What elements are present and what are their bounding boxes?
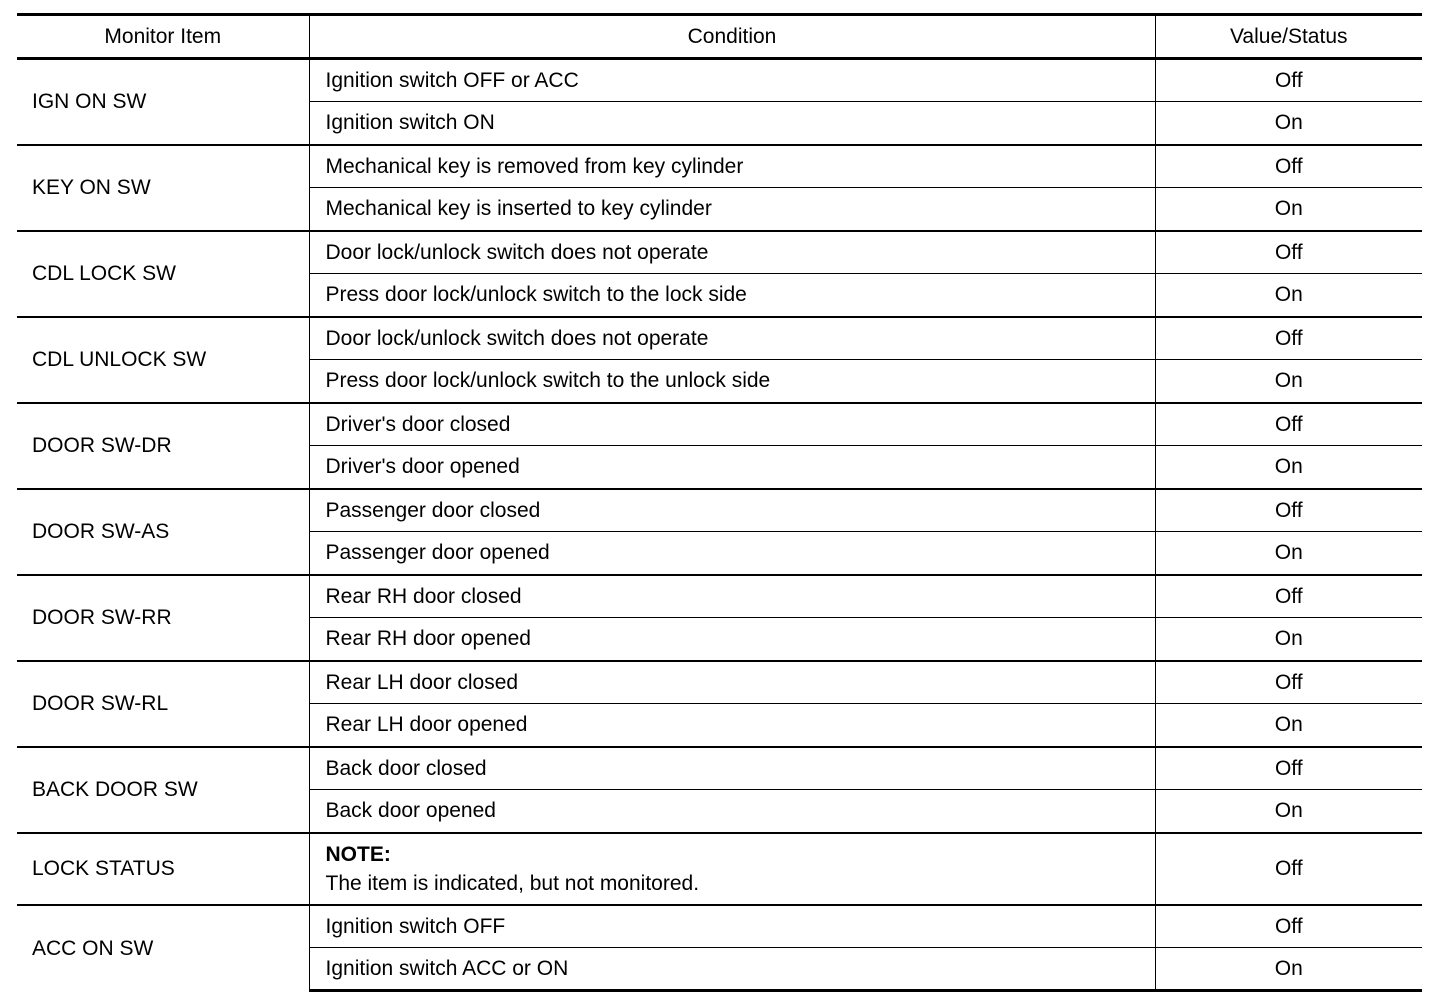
value-status-cell: Off [1155,747,1422,790]
monitor-item-cell: KEY ON SW [17,145,309,231]
condition-cell: Ignition switch ON [309,102,1155,145]
table-row [17,489,1422,532]
table-row [17,317,1422,360]
value-status-cell: On [1155,102,1422,145]
table-row [17,403,1422,446]
monitor-item-cell: LOCK STATUS [17,833,309,905]
table-body [17,59,1422,991]
condition-cell: Ignition switch ACC or ON [309,948,1155,991]
table-row [17,231,1422,274]
monitor-item-cell: ACC ON SW [17,905,309,991]
monitor-item-cell: CDL LOCK SW [17,231,309,317]
condition-cell: Rear LH door closed [309,661,1155,704]
value-status-cell: On [1155,948,1422,991]
condition-cell: Door lock/unlock switch does not operate [309,317,1155,360]
condition-cell: Ignition switch OFF [309,905,1155,948]
note-title: NOTE: [325,842,391,866]
value-status-cell: Off [1155,145,1422,188]
table-row [17,59,1422,102]
header-value-status: Value/Status [1155,15,1422,59]
condition-cell: Ignition switch OFF or ACC [309,59,1155,102]
table-row [17,833,1422,905]
monitor-item-cell: CDL UNLOCK SW [17,317,309,403]
value-status-cell: On [1155,188,1422,231]
value-status-cell: On [1155,790,1422,833]
table-row [17,905,1422,948]
header-monitor-item: Monitor Item [17,15,309,59]
value-status-cell: Off [1155,231,1422,274]
value-status-cell: On [1155,618,1422,661]
value-status-cell: Off [1155,59,1422,102]
value-status-cell: On [1155,360,1422,403]
condition-cell: Passenger door closed [309,489,1155,532]
table-header [17,15,1422,59]
condition-cell: Back door closed [309,747,1155,790]
value-status-cell: Off [1155,575,1422,618]
condition-cell: Mechanical key is inserted to key cylinder [309,188,1155,231]
condition-cell: Rear RH door closed [309,575,1155,618]
value-status-cell: Off [1155,317,1422,360]
value-status-cell: On [1155,446,1422,489]
note-text: The item is indicated, but not monitored. [325,871,700,895]
condition-cell: Passenger door opened [309,532,1155,575]
condition-cell: Press door lock/unlock switch to the lock side [309,274,1155,317]
value-status-cell: On [1155,532,1422,575]
table-row [17,575,1422,618]
value-status-cell: On [1155,274,1422,317]
condition-note-cell [309,833,1155,905]
table-row [17,145,1422,188]
value-status-cell: Off [1155,661,1422,704]
value-status-cell: Off [1155,905,1422,948]
value-status-cell: Off [1155,833,1422,905]
monitor-item-cell: DOOR SW-RL [17,661,309,747]
monitor-item-table [17,13,1422,992]
table-row [17,661,1422,704]
condition-cell: Rear LH door opened [309,704,1155,747]
monitor-item-cell: DOOR SW-DR [17,403,309,489]
condition-cell: Press door lock/unlock switch to the unlock side [309,360,1155,403]
condition-cell: Rear RH door opened [309,618,1155,661]
condition-cell: Driver's door closed [309,403,1155,446]
monitor-item-cell: DOOR SW-RR [17,575,309,661]
header-row [17,15,1422,59]
table-row [17,747,1422,790]
value-status-cell: Off [1155,403,1422,446]
header-condition: Condition [309,15,1155,59]
monitor-item-cell: BACK DOOR SW [17,747,309,833]
value-status-cell: Off [1155,489,1422,532]
condition-cell: Door lock/unlock switch does not operate [309,231,1155,274]
condition-cell: Mechanical key is removed from key cylinder [309,145,1155,188]
monitor-item-cell: IGN ON SW [17,59,309,145]
monitor-item-cell: DOOR SW-AS [17,489,309,575]
condition-cell: Back door opened [309,790,1155,833]
value-status-cell: On [1155,704,1422,747]
condition-cell: Driver's door opened [309,446,1155,489]
